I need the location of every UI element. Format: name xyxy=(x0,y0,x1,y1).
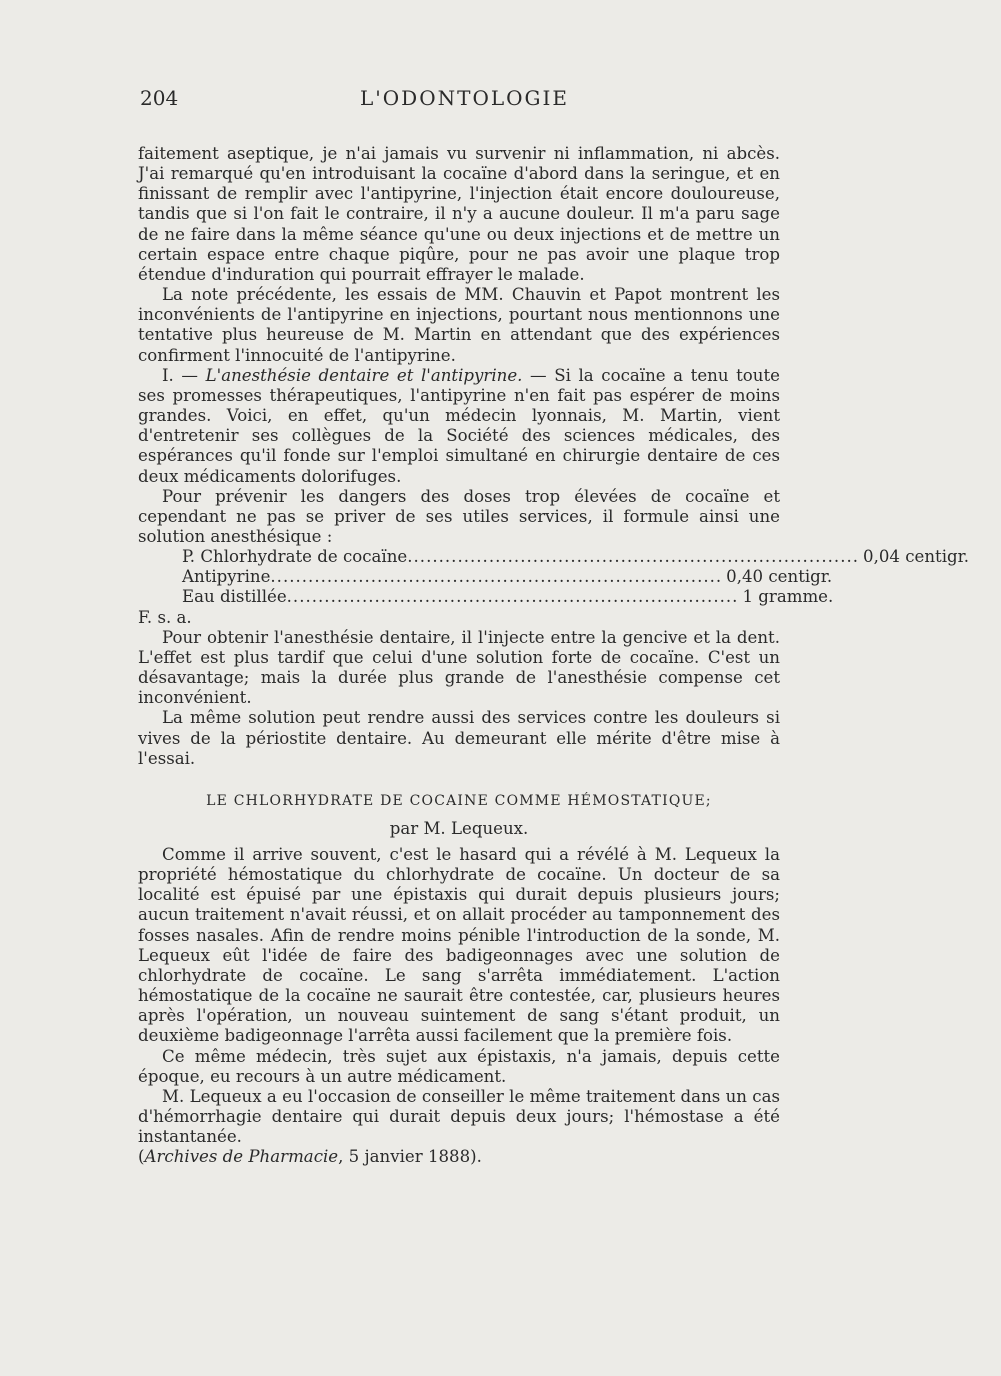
section-prefix: I. — xyxy=(162,365,206,385)
formula-list xyxy=(182,547,970,607)
formula-quantity: 0,04 centigr. xyxy=(863,547,970,567)
paragraph-same: La même solution peut rendre aussi des services contre les douleurs si vives de la périostite dentaire. Au demeurant elle mérite d'être mise à l'essai. xyxy=(138,708,780,768)
formula-quantity: 1 gramme. xyxy=(742,587,834,607)
leader-dots: ........................................................................ xyxy=(407,547,860,567)
section-text: — Si la cocaïne a tenu toute ses promesses thérapeutiques, l'antipyrine n'en fait pas espérer de moins grandes. Voici, en effet, qu'un médecin lyonnais, M. Martin, vient d'entretenir ses collègues de la Société des sciences médicales, des espérances qu'il fonde sur l'emploi simultané en chirurgie dentaire de ces deux médicaments dolorifuges. xyxy=(138,365,780,486)
source-rest: , 5 janvier 1888). xyxy=(338,1147,482,1167)
page-header xyxy=(140,86,780,120)
article-author: par M. Lequeux. xyxy=(389,818,529,838)
formula-ingredient: Antipyrine xyxy=(182,567,271,587)
paragraph-continuation: faitement aseptique, je n'ai jamais vu survenir ni inflammation, ni abcès. J'ai remarqué qu'en introduisant la cocaïne d'abord dans la seringue, et en finissant de remplir avec l'antipyrine, l'injection était encore douloureuse, tandis que si l'on fait le contraire, il n'y a aucune douleur. Il m'a paru sage de ne faire dans la même séance qu'une ou deux injections et de mettre un certain espace entre chaque piqûre, pour ne pas avoir une plaque trop étendue d'induration qui pourrait effrayer le malade. xyxy=(138,144,780,284)
formula-row xyxy=(182,567,833,587)
article-heading: LE CHLORHYDRATE DE COCAINE COMME HÉMOSTATIQUE; xyxy=(206,792,712,809)
paragraph-obtain: Pour obtenir l'anesthésie dentaire, il l'injecte entre la gencive et la dent. L'effet est plus tardif que celui d'une solution forte de cocaïne. C'est un désavantage; mais la durée plus grande de l'anesthésie compense cet inconvénient. xyxy=(138,627,780,708)
paragraph-lequeux: M. Lequeux a eu l'occasion de conseiller le même traitement dans un cas d'hémorrhagie dentaire qui durait depuis deux jours; l'hémostase a été instantanée. xyxy=(138,1086,780,1147)
source-open: ( xyxy=(138,1147,145,1167)
leader-dots: ........................................................................ xyxy=(270,567,723,587)
source-citation xyxy=(138,1147,780,1167)
paragraph-comme: Comme il arrive souvent, c'est le hasard qui a révélé à M. Lequeux la propriété hémostatique du chlorhydrate de cocaïne. Un docteur de sa localité est épuisé par une épistaxis qui durait depuis plusieurs jours; aucun traitement n'avait réussi, et on allait procéder au tamponnement des fosses nasales. Afin de rendre moins pénible l'introduction de la sonde, M. Lequeux eût l'idée de faire des badigeonnages avec une solution de chlorhydrate de cocaïne. Le sang s'arrêta immédiatement. L'action hémostatique de la cocaïne ne saurait être contestée, car, plusieurs heures après l'opération, un nouveau suintement de sang s'étant produit, un deuxième badigeonnage l'arrêta aussi facilement que la première fois. xyxy=(138,845,780,1046)
formula-row xyxy=(182,547,970,567)
paragraph-note: La note précédente, les essais de MM. Chauvin et Papot montrent les inconvénients de l'antipyrine en injections, pourtant nous mentionnons une tentative plus heureuse de M. Martin en attendant que des expériences confirment l'innocuité de l'antipyrine. xyxy=(138,285,780,365)
paragraph-prevent: Pour prévenir les dangers des doses trop élevées de cocaïne et cependant ne pas se priver de ses utiles services, il formule ainsi une solution anesthésique : xyxy=(138,486,780,546)
formula-row xyxy=(182,587,834,607)
formula-ingredient: Eau distillée xyxy=(182,587,287,607)
section-title: L'anesthésie dentaire et l'antipyrine. xyxy=(205,365,523,385)
formula-ingredient: P. Chlorhydrate de cocaïne xyxy=(182,547,408,567)
formula-quantity: 0,40 centigr. xyxy=(726,567,833,587)
paragraph-medecin: Ce même médecin, très sujet aux épistaxis, n'a jamais, depuis cette époque, eu recours à un autre médicament. xyxy=(138,1046,780,1086)
article-body xyxy=(138,144,970,1168)
source-title: Archives de Pharmacie xyxy=(144,1147,339,1167)
page-number: 204 xyxy=(140,86,179,110)
running-title: L'ODONTOLOGIE xyxy=(360,86,569,110)
leader-dots: ........................................................................ xyxy=(286,587,739,607)
formula-instruction: F. s. a. xyxy=(138,607,192,627)
section-paragraph xyxy=(138,366,780,487)
